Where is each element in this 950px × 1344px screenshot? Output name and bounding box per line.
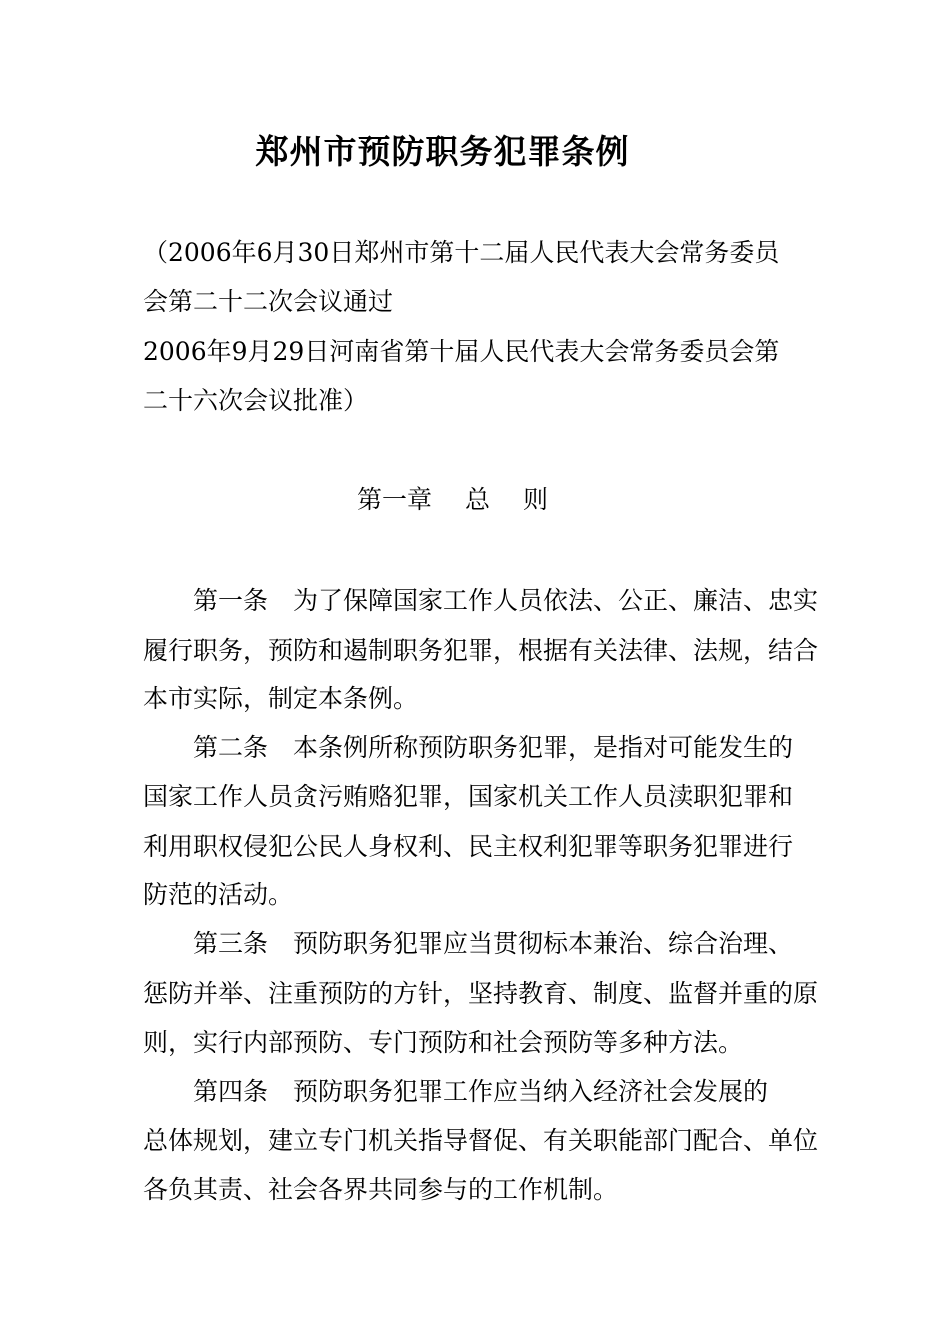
chapter-heading: 第一章 总 则 [357,485,548,514]
article-2-line: 第二条 本条例所称预防职务犯罪，是指对可能发生的 [193,733,794,762]
article-3-line: 惩防并举、注重预防的方针，坚持教育、制度、监督并重的原 [143,979,819,1008]
article-1-line: 履行职务，预防和遏制职务犯罪，根据有关法律、法规，结合 [143,636,819,665]
article-2-line: 利用职权侵犯公民人身权利、民主权利犯罪等职务犯罪进行 [143,832,794,861]
adoption-note-line: 二十六次会议批准） [143,386,369,415]
document-title: 郑州市预防职务犯罪条例 [255,132,630,171]
article-4-line: 总体规划，建立专门机关指导督促、有关职能部门配合、单位 [143,1126,819,1155]
article-3-line: 第三条 预防职务犯罪应当贯彻标本兼治、综合治理、 [193,929,794,958]
article-1-line: 本市实际，制定本条例。 [143,684,419,713]
adoption-note-line: （2006年6月30日郑州市第十二届人民代表大会常务委员 [143,238,780,267]
adoption-note-line: 会第二十二次会议通过 [143,287,394,316]
article-2-line: 国家工作人员贪污贿赂犯罪，国家机关工作人员渎职犯罪和 [143,782,794,811]
article-2-line: 防范的活动。 [143,880,294,909]
article-4-line: 第四条 预防职务犯罪工作应当纳入经济社会发展的 [193,1077,769,1106]
article-3-line: 则，实行内部预防、专门预防和社会预防等多种方法。 [143,1028,744,1057]
article-1-line: 第一条 为了保障国家工作人员依法、公正、廉洁、忠实 [193,586,819,615]
adoption-note-line: 2006年9月29日河南省第十届人民代表大会常务委员会第 [143,337,780,366]
article-4-line: 各负其责、社会各界共同参与的工作机制。 [143,1175,619,1204]
